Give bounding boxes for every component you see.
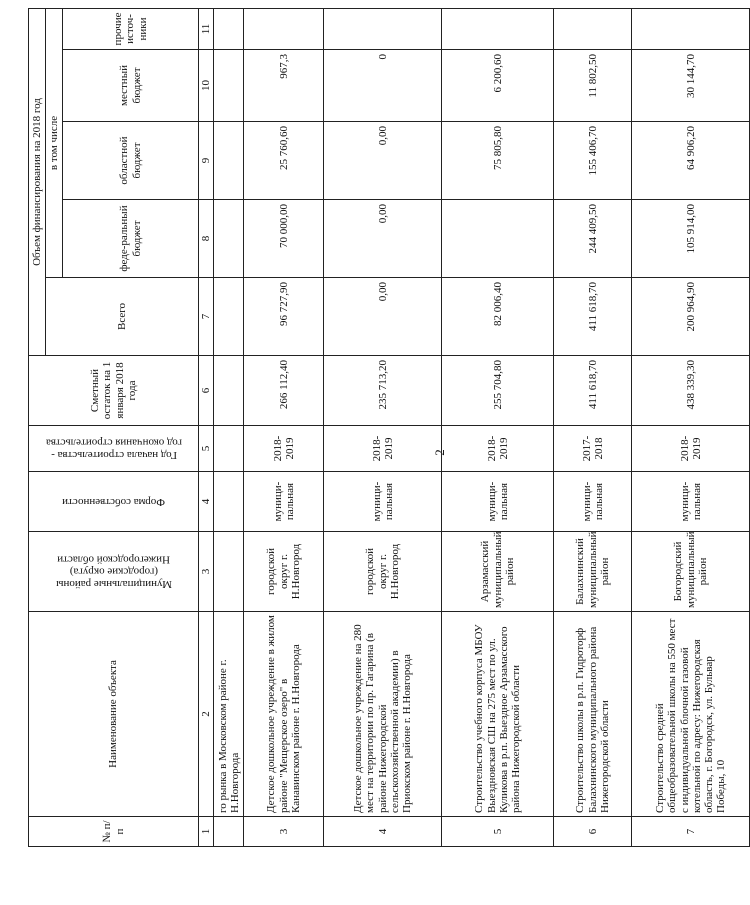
table-body <box>214 8 750 846</box>
ownership-form: муници-пальная <box>632 472 750 532</box>
financing-total: 96 727,90 <box>244 278 324 356</box>
construction-years <box>214 426 244 472</box>
row-number <box>214 817 244 847</box>
header-ownership: Форма собственности <box>29 472 199 532</box>
row-number: 3 <box>244 817 324 847</box>
financing-total <box>214 278 244 356</box>
header-financing: Объем финансирования на 2018 год <box>29 8 46 355</box>
ownership-form: муници-пальная <box>244 472 324 532</box>
column-number: 9 <box>199 122 214 200</box>
other-sources <box>324 8 442 49</box>
construction-years: 2018-2019 <box>632 426 750 472</box>
financing-total: 82 006,40 <box>442 278 554 356</box>
federal-budget: 0,00 <box>324 200 442 278</box>
ownership-form: муници-пальная <box>324 472 442 532</box>
object-name: Строительство средней общеобразовательной школы на 550 мест с индивидуальной блочной газовой котельной по адресу: Нижегородская область, г. Богородск, ул. Бульвар Победы, 10 <box>632 612 750 817</box>
local-budget: 30 144,70 <box>632 50 750 122</box>
federal-budget: 105 914,00 <box>632 200 750 278</box>
column-number: 7 <box>199 278 214 356</box>
other-sources <box>554 8 632 49</box>
local-budget: 6 200,60 <box>442 50 554 122</box>
header-regional: областной бюджет <box>63 122 199 200</box>
column-number: 8 <box>199 200 214 278</box>
column-number: 6 <box>199 356 214 426</box>
other-sources <box>244 8 324 49</box>
page-number: 2 <box>432 449 447 456</box>
header-years: Год начала строительства - год окончания строительства <box>29 426 199 472</box>
estimate-balance: 255 704,80 <box>442 356 554 426</box>
construction-years: 2018-2019 <box>244 426 324 472</box>
district-name: городской округ г. Н.Новгород <box>324 532 442 612</box>
local-budget: 0 <box>324 50 442 122</box>
column-number: 1 <box>199 817 214 847</box>
financing-total: 411 618,70 <box>554 278 632 356</box>
financing-total: 200 964,90 <box>632 278 750 356</box>
header-estimate: Сметный остаток на 1 января 2018 года <box>29 356 199 426</box>
district-name: городской округ г. Н.Новгород <box>244 532 324 612</box>
estimate-balance: 266 112,40 <box>244 356 324 426</box>
financing-total: 0,00 <box>324 278 442 356</box>
header-local: местный бюджет <box>63 50 199 122</box>
header-other: прочие источ-ники <box>63 8 199 49</box>
header-including: в том числе <box>46 8 63 277</box>
header-name: Наименование объекта <box>29 612 199 817</box>
federal-budget: 70 000,00 <box>244 200 324 278</box>
financing-table <box>28 8 750 847</box>
table-header-row <box>29 8 46 846</box>
estimate-balance: 438 339,30 <box>632 356 750 426</box>
column-number: 11 <box>199 8 214 49</box>
table-row <box>324 8 442 846</box>
table-row <box>632 8 750 846</box>
other-sources <box>442 8 554 49</box>
header-total: Всего <box>46 278 199 356</box>
estimate-balance: 411 618,70 <box>554 356 632 426</box>
header-federal: феде-ральный бюджет <box>63 200 199 278</box>
construction-years: 2018-2019 <box>324 426 442 472</box>
row-number: 6 <box>554 817 632 847</box>
column-number-row <box>199 8 214 846</box>
table-row <box>442 8 554 846</box>
row-number: 5 <box>442 817 554 847</box>
federal-budget <box>442 200 554 278</box>
object-name: Строительство учебного корпуса МБОУ Выездновская СШ на 275 мест по ул. Куликова в р.п. Выездное Арзамасского района Нижегородской области <box>442 612 554 817</box>
ownership-form <box>214 472 244 532</box>
construction-years: 2018-2019 <box>442 426 554 472</box>
table-row <box>214 8 244 846</box>
other-sources <box>214 8 244 49</box>
ownership-form: муници-пальная <box>554 472 632 532</box>
table-row <box>554 8 632 846</box>
local-budget: 967,3 <box>244 50 324 122</box>
object-name: го рынка в Московском районе г. Н.Новгорода <box>214 612 244 817</box>
object-name: Детское дошкольное учреждение в жилом районе "Мещерское озеро" в Канавинском районе г. Н.Новгорода <box>244 612 324 817</box>
object-name: Строительство школы в р.п. Гидроторф Балахнинского муниципального района Нижегородской области <box>554 612 632 817</box>
column-number: 2 <box>199 612 214 817</box>
regional-budget: 155 406,70 <box>554 122 632 200</box>
row-number: 4 <box>324 817 442 847</box>
federal-budget: 244 409,50 <box>554 200 632 278</box>
regional-budget: 75 805,80 <box>442 122 554 200</box>
header-district: Муниципальные районы (городские округа) Нижегородской области <box>29 532 199 612</box>
regional-budget <box>214 122 244 200</box>
header-num: № п/п <box>29 817 199 847</box>
table-row <box>244 8 324 846</box>
regional-budget: 64 906,20 <box>632 122 750 200</box>
estimate-balance <box>214 356 244 426</box>
local-budget: 11 802,50 <box>554 50 632 122</box>
ownership-form: муници-пальная <box>442 472 554 532</box>
local-budget <box>214 50 244 122</box>
column-number: 4 <box>199 472 214 532</box>
district-name: Богородский муниципальный район <box>632 532 750 612</box>
district-name: Балахнинский муниципальный район <box>554 532 632 612</box>
regional-budget: 0,00 <box>324 122 442 200</box>
construction-years: 2017-2018 <box>554 426 632 472</box>
federal-budget <box>214 200 244 278</box>
column-number: 5 <box>199 426 214 472</box>
column-number: 10 <box>199 50 214 122</box>
column-number: 3 <box>199 532 214 612</box>
district-name <box>214 532 244 612</box>
estimate-balance: 235 713,20 <box>324 356 442 426</box>
row-number: 7 <box>632 817 750 847</box>
regional-budget: 25 760,60 <box>244 122 324 200</box>
object-name: Детское дошкольное учреждение на 280 мест на территории по пр. Гагарина (в районе Нижегородской сельскохозяйственной академии) в Приокском районе г. Н.Новгорода <box>324 612 442 817</box>
other-sources <box>632 8 750 49</box>
district-name: Арзамасский муниципальный район <box>442 532 554 612</box>
